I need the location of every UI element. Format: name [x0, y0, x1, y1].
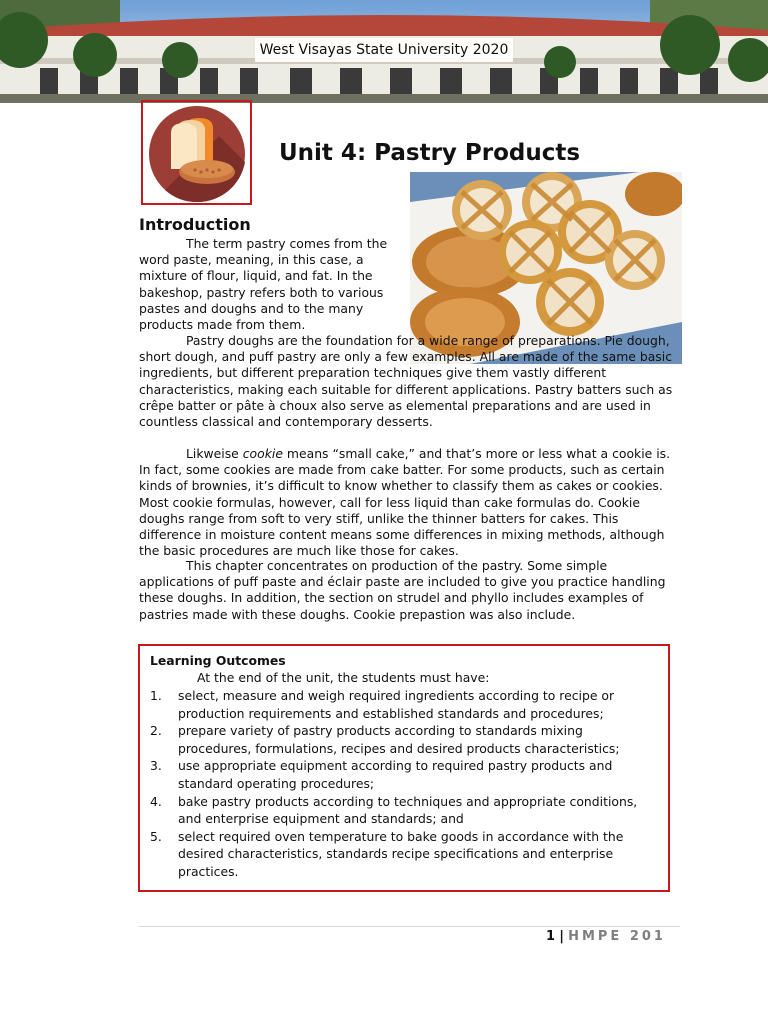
footer-separator: |: [559, 929, 564, 944]
outcome-item: [150, 793, 655, 828]
footer-divider: [139, 926, 680, 927]
outcome-item: [150, 757, 655, 792]
p3-emphasis-cookie: cookie: [242, 446, 283, 461]
outcome-text: select required oven temperature to bake goods in accordance with the desired characteristics, standards recipe specifications and enterprise practices.: [178, 828, 624, 879]
learning-outcomes-list: [150, 687, 655, 881]
outcome-item: [150, 722, 655, 757]
outcome-number: 1.: [150, 688, 162, 703]
outcome-number: 3.: [150, 758, 162, 774]
page-footer: [546, 929, 666, 945]
learning-outcomes-title: Learning Outcomes: [150, 653, 286, 668]
outcome-number: 5.: [150, 828, 162, 844]
banner-caption: West Visayas State University 2020: [255, 38, 513, 62]
intro-paragraph-4: This chapter concentrates on production of the pastry. Some simple applications of puff paste and éclair paste are included to give you practice handling these doughs. In addition, the section on strudel and phyllo includes examples of pastries made with these doughs. Cookie prepastion was also include.: [139, 558, 666, 622]
intro-paragraph-2: Pastry doughs are the foundation for a wide range of preparations. Pie dough, short dough, and puff pastry are only a few examples. All are made of the same basic ingredients, but different preparation techniques give them vastly different characteristics, making each suitable for different applications. Pastry batters such as crêpe batter or pâte à choux also serve as elemental preparations and are used in countless classical and contemporary desserts.: [139, 333, 673, 430]
page-number: 1: [546, 929, 556, 944]
p3-text-start: Likweise: [186, 446, 243, 461]
unit-logo-frame: [141, 100, 252, 205]
outcome-text: select, measure and weigh required ingredients according to recipe or production requirements and established standards and procedures;: [178, 688, 615, 721]
p3-text-end: means “small cake,” and that’s more or less what a cookie is. In fact, some cookies are made from cake batter. For some products, such as certain kinds of brownies, it’s difficult to know whether to classify them as cakes or cookies. Most cookie formulas, however, call for less liquid than cake formulas do. Cookie doughs range from soft to very stiff, unlike the thinner batters for cakes. This difference in moisture content means some differences in mixing methods, although the basic procedures are much like those for cakes.: [139, 446, 671, 559]
bread-slice-icon: [149, 106, 245, 202]
header-banner-photo: [0, 0, 768, 103]
page-title: Unit 4: Pastry Products: [279, 140, 581, 166]
intro-paragraph-3: [139, 446, 684, 559]
outcome-number: 4.: [150, 793, 162, 809]
outcome-text: bake pastry products according to techniques and appropriate conditions, and enterprise equipment and standards; and: [178, 793, 638, 827]
outcome-item: [150, 828, 655, 881]
intro-paragraph-1: The term pastry comes from the word paste, meaning, in this case, a mixture of flour, liquid, and fat. In the bakeshop, pastry refers both to various pastes and doughs and to the many products made from them.: [139, 236, 388, 333]
learning-outcomes-intro: At the end of the unit, the students must have:: [197, 670, 490, 685]
introduction-heading: Introduction: [139, 215, 251, 234]
outcome-text: use appropriate equipment according to required pastry products and standard operating procedures;: [178, 758, 613, 791]
learning-outcomes-box: [138, 644, 670, 892]
course-code: HMPE 201: [568, 929, 666, 944]
outcome-number: 2.: [150, 723, 162, 739]
outcome-text: prepare variety of pastry products according to standards mixing procedures, formulations, recipes and desired products characteristics;: [178, 723, 620, 756]
outcome-item: [150, 687, 655, 722]
